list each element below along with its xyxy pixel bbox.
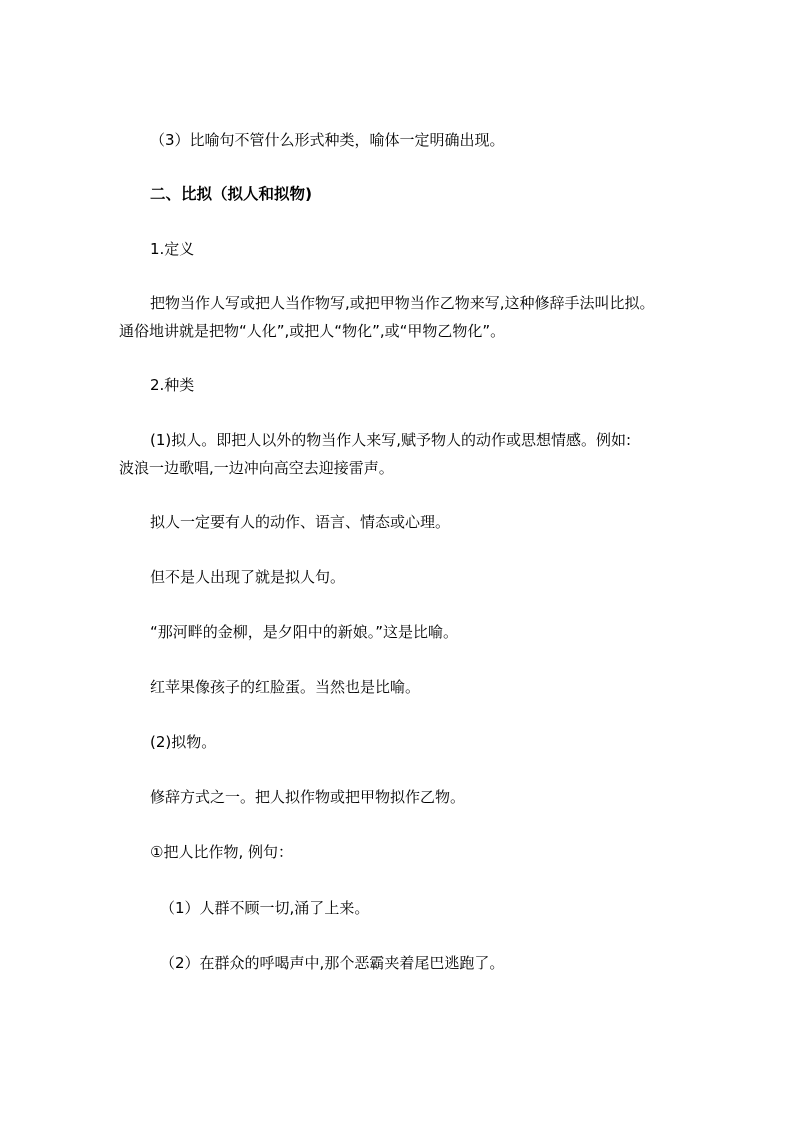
paragraph-simile-note-3: （3）比喻句不管什么形式种类，喻体一定明确出现。: [150, 131, 505, 149]
paragraph-personification-line1: (1)拟人。即把人以外的物当作人来写,赋予物人的动作或思想情感。例如:: [150, 431, 632, 449]
paragraph-definition-line2: 通俗地讲就是把物“人化”,或把人“物化”,或“甲物乙物化”。: [119, 322, 506, 340]
paragraph-metaphor-example-1: “那河畔的金柳，是夕阳中的新娘。”这是比喻。: [150, 623, 459, 641]
example-sentence-2: （2）在群众的呼喝声中,那个恶霸夹着尾巴逃跑了。: [160, 954, 505, 972]
subheading-objectification: (2)拟物。: [150, 733, 217, 751]
subheading-definition: 1.定义: [150, 240, 195, 258]
paragraph-objectification-definition: 修辞方式之一。把人拟作物或把甲物拟作乙物。: [150, 788, 466, 806]
paragraph-objectification-subtype: ①把人比作物, 例句：: [150, 843, 293, 861]
paragraph-personification-line2: 波浪一边歌唱,一边冲向高空去迎接雷声。: [119, 459, 394, 477]
paragraph-personification-caveat: 但不是人出现了就是拟人句。: [150, 568, 346, 586]
example-sentence-1: （1）人群不顾一切,涌了上来。: [160, 899, 370, 917]
subheading-types: 2.种类: [150, 376, 195, 394]
paragraph-definition-line1: 把物当作人写或把人当作物写,或把甲物当作乙物来写,这种修辞手法叫比拟。: [150, 294, 655, 312]
paragraph-metaphor-example-2: 红苹果像孩子的红脸蛋。当然也是比喻。: [150, 678, 421, 696]
paragraph-personification-requirement: 拟人一定要有人的动作、语言、情态或心理。: [150, 513, 451, 531]
section-heading-personification: 二、比拟（拟人和拟物): [150, 185, 313, 203]
